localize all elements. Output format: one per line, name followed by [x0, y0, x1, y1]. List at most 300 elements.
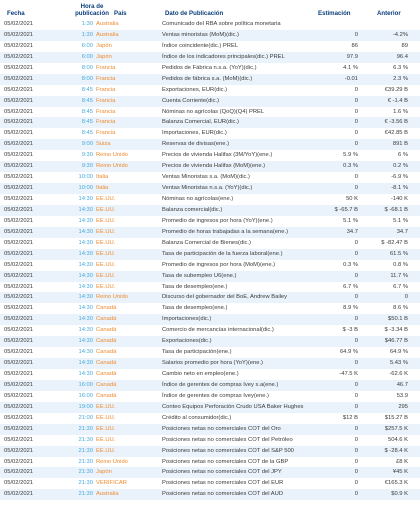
cell-estimacion: 6.7 %: [343, 283, 358, 290]
cell-dato: Exportaciones(dic.): [162, 338, 212, 345]
cell-estimacion: 0: [354, 403, 358, 410]
cell-anterior: 46.7: [396, 381, 408, 388]
cell-hora: 14:30: [78, 272, 93, 279]
cell-hora: 8:45: [81, 86, 93, 93]
cell-hora: 14:30: [78, 283, 93, 290]
cell-pais: Italia: [96, 185, 109, 192]
cell-pais: Australia: [96, 491, 119, 498]
cell-fecha: 05/02/2021: [4, 196, 34, 202]
cell-fecha: 05/02/2021: [4, 403, 34, 410]
cell-anterior: 96.4: [396, 53, 408, 60]
cell-anterior: 0: [404, 294, 408, 301]
cell-estimacion: 86: [351, 42, 358, 49]
table-row: [0, 467, 420, 478]
cell-pais: Francia: [96, 75, 116, 82]
cell-dato: Conteo Equipos Perforación Crudo USA Baker Hughes: [162, 403, 304, 410]
table-row: [0, 413, 420, 424]
table-row: [0, 303, 420, 314]
cell-fecha: 05/02/2021: [4, 436, 34, 443]
cell-pais: Japón: [96, 42, 112, 49]
cell-estimacion: 0: [354, 294, 358, 301]
header-hora: Hora de publicación: [75, 3, 109, 17]
cell-estimacion: 0: [354, 392, 358, 399]
cell-fecha: 05/02/2021: [4, 371, 34, 377]
cell-pais: Canadá: [96, 392, 117, 399]
cell-estimacion: 0: [354, 185, 358, 192]
cell-hora: 14:30: [78, 206, 93, 213]
cell-estimacion: 8.9 %: [343, 305, 358, 312]
cell-hora: 1:30: [81, 31, 93, 38]
cell-estimacion: 0.3 %: [343, 163, 358, 170]
cell-anterior: $ -28.4 K: [384, 447, 408, 454]
cell-hora: 21:30: [78, 425, 93, 432]
cell-hora: 14:30: [78, 316, 93, 323]
cell-fecha: 05/02/2021: [4, 228, 34, 235]
cell-fecha: 05/02/2021: [4, 21, 34, 27]
cell-fecha: 05/02/2021: [4, 294, 34, 301]
cell-estimacion: $ -65.7 B: [334, 206, 358, 213]
cell-estimacion: 0: [354, 250, 358, 257]
cell-estimacion: 0: [354, 272, 358, 279]
cell-anterior: $ -68.1 B: [384, 206, 408, 213]
table-row: [0, 358, 420, 369]
cell-hora: 21:30: [78, 458, 93, 465]
cell-hora: 10:00: [78, 174, 93, 181]
cell-anterior: ¥45 K: [392, 469, 408, 476]
cell-fecha: 05/02/2021: [4, 174, 34, 181]
cell-fecha: 05/02/2021: [4, 152, 34, 159]
cell-dato: Posiciones netas no comerciales COT de la GBP: [162, 458, 289, 465]
cell-estimacion: 0: [354, 31, 358, 38]
table-row: [0, 314, 420, 325]
cell-fecha: 05/02/2021: [4, 217, 34, 224]
table-row: [0, 117, 420, 128]
cell-estimacion: 0: [354, 447, 358, 454]
cell-dato: Nóminas no agrícolas (QoQ)(Q4) PREL: [162, 108, 265, 115]
cell-pais: Canadá: [96, 316, 117, 323]
cell-fecha: 05/02/2021: [4, 141, 34, 148]
cell-pais: Canadá: [96, 327, 117, 334]
cell-pais: EE.UU.: [96, 272, 116, 279]
cell-fecha: 05/02/2021: [4, 360, 34, 367]
cell-anterior: 0.8 %: [393, 261, 408, 268]
table-row: [0, 216, 420, 227]
cell-pais: Francia: [96, 130, 116, 137]
cell-estimacion: 0: [354, 338, 358, 345]
cell-estimacion: 4.1 %: [343, 64, 358, 71]
cell-dato: Importaciones, EUR(dic.): [162, 130, 227, 137]
cell-fecha: 05/02/2021: [4, 163, 34, 170]
cell-estimacion: $ -3 B: [342, 327, 358, 334]
cell-anterior: 5.1 %: [393, 217, 408, 224]
cell-anterior: -4.2%: [392, 31, 408, 38]
cell-estimacion: $12 B: [342, 414, 358, 421]
cell-pais: Italia: [96, 174, 109, 181]
cell-hora: 16:00: [78, 392, 93, 399]
cell-dato: Comunicado del RBA sobre política monetaria: [162, 21, 281, 27]
cell-pais: EE.UU.: [96, 206, 116, 213]
cell-hora: 14:30: [78, 217, 93, 224]
cell-fecha: 05/02/2021: [4, 31, 34, 38]
cell-anterior: 5.43 %: [389, 360, 408, 367]
table-row: [0, 478, 420, 489]
cell-dato: Cambio neto en empleo(ene.): [162, 371, 239, 377]
cell-estimacion: -47.5 K: [339, 371, 358, 377]
cell-dato: Tasa de subempleo U6(ene.): [162, 272, 237, 279]
table-row: [0, 52, 420, 63]
cell-pais: EE.UU.: [96, 196, 116, 202]
cell-dato: Promedio de horas trabajadas a la semana(ene.): [162, 228, 288, 235]
cell-pais: Francia: [96, 97, 116, 104]
cell-hora: 6:00: [81, 42, 93, 49]
cell-hora: 16:00: [78, 381, 93, 388]
cell-fecha: 05/02/2021: [4, 327, 34, 334]
cell-hora: 14:30: [78, 196, 93, 202]
table-row: [0, 85, 420, 96]
cell-pais: EE.UU.: [96, 425, 116, 432]
cell-anterior: 295: [398, 403, 408, 410]
cell-fecha: 05/02/2021: [4, 381, 34, 388]
cell-hora: 8:00: [81, 64, 93, 71]
cell-hora: 9:30: [81, 152, 93, 159]
cell-dato: Cuenta Corriente(dic.): [162, 97, 220, 104]
cell-anterior: 6.7 %: [393, 283, 408, 290]
cell-anterior: $50.1 B: [388, 316, 408, 323]
table-row: [0, 150, 420, 161]
header-fecha: Fecha: [7, 10, 25, 17]
cell-dato: Comercio de mercancías internacional(dic.): [162, 327, 274, 334]
cell-dato: Posiciones netas no comerciales COT del Petróleo: [162, 436, 293, 443]
cell-fecha: 05/02/2021: [4, 305, 34, 312]
header-estimacion: Estimación: [318, 10, 351, 17]
cell-estimacion: 0: [354, 108, 358, 115]
cell-anterior: 11.7 %: [390, 272, 408, 279]
cell-fecha: 05/02/2021: [4, 261, 34, 268]
cell-pais: EE.UU.: [96, 261, 116, 268]
cell-hora: 6:00: [81, 53, 93, 60]
cell-pais: Canadá: [96, 381, 117, 388]
table-row: [0, 424, 420, 435]
cell-pais: EE.UU.: [96, 239, 116, 246]
table-row: [0, 271, 420, 282]
cell-dato: Posiciones netas no comerciales COT del JPY: [162, 469, 282, 476]
cell-pais: Australia: [96, 21, 119, 27]
cell-estimacion: 0: [354, 360, 358, 367]
table-row: [0, 227, 420, 238]
cell-hora: 8:45: [81, 97, 93, 104]
cell-fecha: 05/02/2021: [4, 86, 34, 93]
cell-anterior: $ -3.34 B: [384, 327, 408, 334]
cell-fecha: 05/02/2021: [4, 108, 34, 115]
cell-fecha: 05/02/2021: [4, 480, 34, 487]
cell-fecha: 05/02/2021: [4, 185, 34, 192]
table-row: [0, 457, 420, 468]
cell-anterior: $0.9 K: [391, 491, 408, 498]
cell-estimacion: 5.1 %: [343, 217, 358, 224]
cell-anterior: £8 K: [396, 458, 408, 465]
cell-estimacion: 0: [354, 130, 358, 137]
cell-dato: Tasa de participación(ene.): [162, 349, 232, 356]
table-row: [0, 183, 420, 194]
cell-hora: 14:30: [78, 327, 93, 334]
table-row: [0, 41, 420, 52]
cell-anterior: 504.6 K: [388, 436, 408, 443]
table-row: [0, 282, 420, 293]
table-row: [0, 380, 420, 391]
cell-hora: 21:00: [78, 414, 93, 421]
cell-pais: EE.UU.: [96, 250, 116, 257]
cell-fecha: 05/02/2021: [4, 469, 34, 476]
cell-dato: Índice de los indicadores principales(dic.) PREL: [162, 53, 285, 60]
cell-fecha: 05/02/2021: [4, 316, 34, 323]
cell-anterior: -140 K: [390, 196, 408, 202]
cell-dato: Nóminas no agrícolas(ene.): [162, 196, 234, 202]
cell-dato: Posiciones netas no comerciales COT del Oro: [162, 425, 281, 432]
cell-dato: Pedidos de Fábrica n.s.a. (YoY)(dic.): [162, 64, 257, 71]
table-row: [0, 249, 420, 260]
cell-estimacion: 5.9 %: [343, 152, 358, 159]
cell-pais: EE.UU.: [96, 436, 116, 443]
table-row: [0, 336, 420, 347]
table-row: [0, 30, 420, 41]
table-row: [0, 107, 420, 118]
cell-hora: 8:45: [81, 119, 93, 126]
cell-hora: 14:30: [78, 228, 93, 235]
cell-estimacion: 0: [354, 381, 358, 388]
cell-dato: Precios de vivienda Halifax (3M/YoY)(ene.): [162, 152, 273, 159]
cell-pais: EE.UU.: [96, 403, 116, 410]
cell-pais: Canadá: [96, 349, 117, 356]
cell-fecha: 05/02/2021: [4, 447, 34, 454]
table-row: [0, 391, 420, 402]
cell-estimacion: 0: [354, 316, 358, 323]
cell-dato: Reservas de divisas(ene.): [162, 141, 230, 148]
cell-dato: Pedidos de fábrica s.a. (MoM)(dic.): [162, 75, 253, 82]
cell-dato: Tasa de desempleo(ene.): [162, 283, 228, 290]
header-pais: País: [114, 10, 127, 17]
table-row: [0, 292, 420, 303]
cell-dato: Posiciones netas no comerciales COT del EUR: [162, 480, 284, 487]
cell-hora: 8:45: [81, 130, 93, 137]
cell-anterior: 2.3 %: [393, 75, 408, 82]
cell-fecha: 05/02/2021: [4, 239, 34, 246]
cell-estimacion: 64.9 %: [339, 349, 358, 356]
table-row: [0, 194, 420, 205]
cell-fecha: 05/02/2021: [4, 75, 34, 82]
table-row: [0, 347, 420, 358]
cell-fecha: 05/02/2021: [4, 349, 34, 356]
cell-fecha: 05/02/2021: [4, 53, 34, 60]
cell-hora: 14:30: [78, 305, 93, 312]
table-row: [0, 489, 420, 500]
cell-estimacion: 0: [354, 436, 358, 443]
cell-anterior: $46.77 B: [384, 338, 408, 345]
cell-pais: Reino Unido: [96, 294, 128, 301]
cell-dato: Ventas Minoristas s.a. (MoM)(dic.): [162, 174, 250, 181]
cell-dato: Balanza Comercial, EUR(dic.): [162, 119, 239, 126]
cell-anterior: 89: [401, 42, 408, 49]
table-row: [0, 63, 420, 74]
cell-dato: Precios de vivienda Halifax (MoM)(ene.): [162, 163, 266, 170]
cell-fecha: 05/02/2021: [4, 338, 34, 345]
cell-pais: VERIFICAR: [96, 480, 127, 487]
cell-fecha: 05/02/2021: [4, 130, 34, 137]
cell-dato: Salarios promedio por hora (YoY)(ene.): [162, 360, 263, 367]
cell-anterior: $15.27 B: [384, 414, 408, 421]
cell-anterior: -8.1 %: [391, 185, 408, 192]
cell-fecha: 05/02/2021: [4, 491, 34, 498]
cell-anterior: 61.5 %: [389, 250, 408, 257]
cell-hora: 14:30: [78, 294, 93, 301]
cell-estimacion: 0: [354, 174, 358, 181]
table-row: [0, 172, 420, 183]
cell-pais: EE.UU.: [96, 283, 116, 290]
table-row: [0, 139, 420, 150]
table-row: [0, 161, 420, 172]
cell-dato: Balanza comercial(dic.): [162, 206, 223, 213]
cell-pais: Francia: [96, 108, 116, 115]
cell-dato: Índice de gerentes de compras Ivey s.a(ene.): [162, 381, 279, 388]
table-row: [0, 238, 420, 249]
cell-dato: Ventas minoristas (MoM)(dic.): [162, 31, 239, 38]
cell-estimacion: 0.3 %: [343, 261, 358, 268]
cell-anterior: 53.9: [396, 392, 408, 399]
cell-hora: 14:30: [78, 360, 93, 367]
cell-estimacion: 0: [354, 458, 358, 465]
cell-hora: 21:30: [78, 447, 93, 454]
cell-pais: Canadá: [96, 338, 117, 345]
cell-pais: EE.UU.: [96, 217, 116, 224]
cell-fecha: 05/02/2021: [4, 425, 34, 432]
cell-anterior: 891 B: [392, 141, 408, 148]
table-row: [0, 19, 420, 30]
cell-hora: 21:30: [78, 491, 93, 498]
cell-anterior: 6 %: [398, 152, 408, 159]
cell-dato: Crédito al consumidor(dic.): [162, 414, 232, 421]
cell-hora: 14:30: [78, 261, 93, 268]
cell-anterior: €39.29 B: [384, 86, 408, 93]
cell-dato: Discurso del gobernador del BoE, Andrew Bailey: [162, 294, 288, 301]
cell-hora: 14:30: [78, 250, 93, 257]
cell-estimacion: 0: [354, 86, 358, 93]
cell-estimacion: 50 K: [346, 196, 358, 202]
cell-hora: 14:30: [78, 338, 93, 345]
cell-estimacion: 97.9: [346, 53, 358, 60]
cell-anterior: 34.7: [396, 228, 408, 235]
cell-pais: Reino Unido: [96, 163, 128, 170]
cell-dato: Ventas Minoristas n.s.a. (YoY)(dic.): [162, 185, 253, 192]
cell-anterior: 64.9 %: [389, 349, 408, 356]
cell-dato: Promedio de ingresos por hora (YoY)(ene.): [162, 217, 273, 224]
cell-dato: Tasa de desempleo(ene.): [162, 305, 228, 312]
cell-pais: Canadá: [96, 305, 117, 312]
cell-hora: 14:30: [78, 349, 93, 356]
cell-anterior: € -3.56 B: [384, 119, 408, 126]
cell-fecha: 05/02/2021: [4, 42, 34, 49]
cell-dato: Índice de gerentes de compras Ivey(ene.): [162, 392, 269, 399]
cell-anterior: -6.9 %: [391, 174, 408, 181]
cell-pais: EE.UU.: [96, 414, 116, 421]
cell-dato: Posiciones netas no comerciales COT del AUD: [162, 491, 284, 498]
cell-pais: Reino Unido: [96, 458, 128, 465]
table-header: [0, 0, 420, 19]
cell-hora: 19:00: [78, 403, 93, 410]
cell-hora: 8:00: [81, 75, 93, 82]
cell-fecha: 05/02/2021: [4, 250, 34, 257]
cell-pais: Japón: [96, 469, 112, 476]
cell-hora: 14:30: [78, 371, 93, 377]
cell-anterior: 1.6 %: [393, 108, 408, 115]
cell-estimacion: 0: [354, 469, 358, 476]
cell-anterior: €165.3 K: [384, 480, 408, 487]
table-row: [0, 74, 420, 85]
table-row: [0, 369, 420, 380]
cell-dato: Tasa de participación de la fuerza laboral(ene.): [162, 250, 283, 257]
cell-fecha: 05/02/2021: [4, 64, 34, 71]
cell-fecha: 05/02/2021: [4, 283, 34, 290]
cell-dato: Balanza Comercial de Bienes(dic.): [162, 239, 251, 246]
cell-pais: Japón: [96, 53, 112, 60]
cell-anterior: 6.3 %: [393, 64, 408, 71]
cell-estimacion: 0: [354, 480, 358, 487]
cell-pais: EE.UU.: [96, 447, 116, 454]
cell-pais: EE.UU.: [96, 228, 116, 235]
cell-pais: Francia: [96, 119, 116, 126]
cell-hora: 21:30: [78, 469, 93, 476]
cell-anterior: 8.6 %: [393, 305, 408, 312]
cell-dato: Posiciones netas no comerciales COT del S&P 500: [162, 447, 294, 454]
cell-fecha: 05/02/2021: [4, 414, 34, 421]
cell-estimacion: 0: [354, 491, 358, 498]
table-row: [0, 96, 420, 107]
cell-anterior: € -1.4 B: [387, 97, 408, 104]
cell-hora: 21:30: [78, 480, 93, 487]
table-row: [0, 260, 420, 271]
cell-estimacion: 0: [354, 141, 358, 148]
cell-fecha: 05/02/2021: [4, 272, 34, 279]
cell-fecha: 05/02/2021: [4, 119, 34, 126]
cell-hora: 1:30: [81, 21, 93, 27]
cell-hora: 9:00: [81, 141, 93, 148]
cell-pais: Australia: [96, 31, 119, 38]
cell-anterior: €42.85 B: [384, 130, 408, 137]
cell-hora: 14:30: [78, 239, 93, 246]
table-row: [0, 205, 420, 216]
cell-anterior: 0.2 %: [393, 163, 408, 170]
cell-pais: Francia: [96, 86, 116, 93]
table-body: [0, 19, 420, 500]
cell-pais: Francia: [96, 64, 116, 71]
table-row: [0, 325, 420, 336]
cell-dato: Índice coincidente(dic.) PREL: [162, 42, 239, 49]
cell-hora: 10:00: [78, 185, 93, 192]
cell-pais: Suiza: [96, 141, 111, 148]
header-anterior: Anterior: [377, 10, 401, 17]
cell-anterior: $ -82.47 B: [381, 239, 408, 246]
cell-pais: Canadá: [96, 360, 117, 367]
cell-dato: Importaciones(dic.): [162, 316, 212, 323]
cell-fecha: 05/02/2021: [4, 97, 34, 104]
cell-dato: Promedio de ingresos por hora (MoM)(ene.): [162, 261, 276, 268]
cell-estimacion: 0: [354, 119, 358, 126]
cell-fecha: 05/02/2021: [4, 392, 34, 399]
cell-pais: Reino Unido: [96, 152, 128, 159]
cell-estimacion: 0: [354, 97, 358, 104]
cell-estimacion: 0: [354, 425, 358, 432]
cell-dato: Exportaciones, EUR(dic.): [162, 86, 228, 93]
cell-anterior: -62.6 K: [389, 371, 408, 377]
table-row: [0, 402, 420, 413]
